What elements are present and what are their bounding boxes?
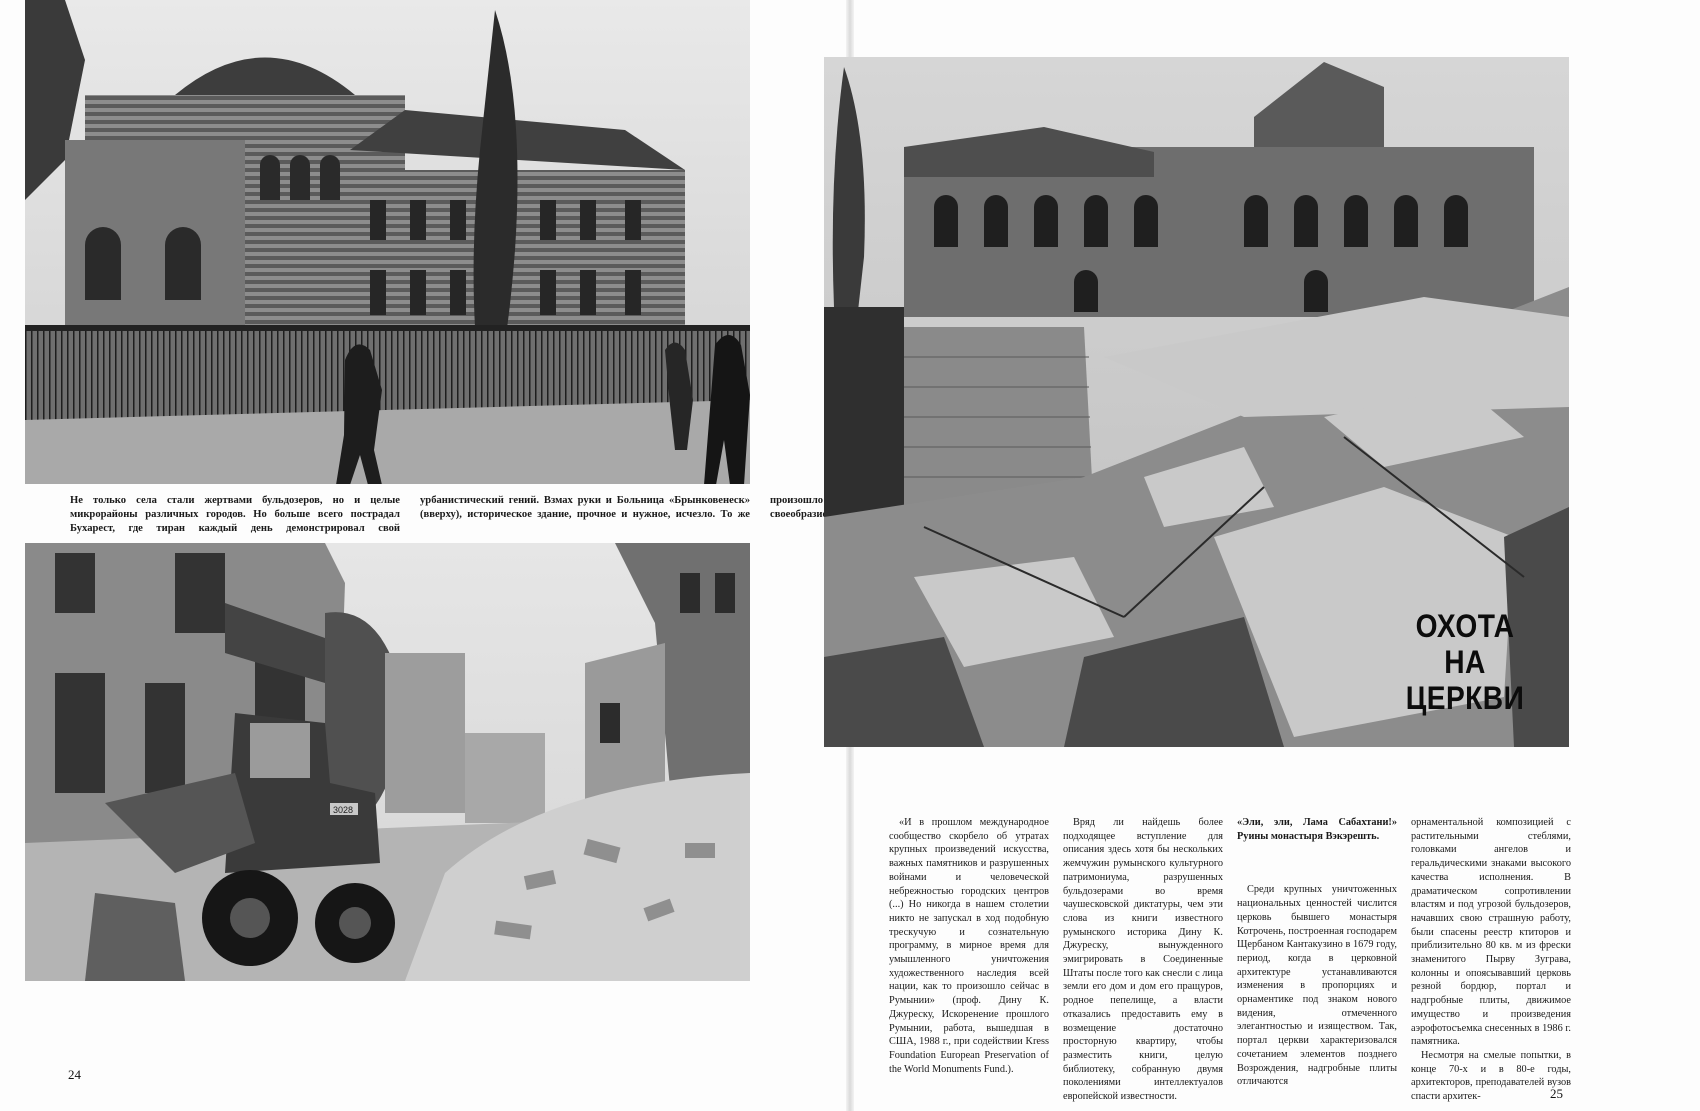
article-title-line2: НА ЦЕРКВИ <box>1405 644 1525 716</box>
article-title-line1: ОХОТА <box>1415 608 1515 644</box>
article-column-4-continuation: Несмотря на смелые попытки, в конце 70-х и в 80-е годы, архитекторов, преподавателей вузов спасти архитек- <box>1411 1049 1571 1103</box>
article-column-1 <box>889 816 1049 1076</box>
article-column-2-text: Вряд ли найдешь более подходящее вступление для описания здесь хотя бы нескольких жемчужин румынского культурного патримониума, разрушенных бульдозерами во время чаушесковской диктатуры, чем эти слова из книги известного румынского историка Дину К. Джуреску, вынужденного эмигрировать в Соединенные Штаты после того как снесли с лица земли его дом и дом его пращуров, родное пепелище, а власти отказались предоставить ему в возмещение достаточно просторную квартиру, чтобы разместить книги, целую библиотеку, собранную двумя поколениями интеллектуалов европейской известности. <box>1063 817 1223 1103</box>
article-column-1-text: «И в прошлом международное сообщество скорбело об утратах крупных произведений искусства, важных памятников и разрушенных войнами и человеческой небрежностью городских центров (...) Но никогда в нашем столетии никто не запускал в ход подобную трескучую и сознательную программу, в мирное время для умышленного уничтожения художественного наследия всей нации, как то произошло сейчас в Румынии» (проф. Дину К. Джуреску, Искоренение прошлого Румынии, работа, вышедшая в США, 1988 г., при содействии Kress Foundation European Preservation of the World Monuments Fund.). <box>889 817 1049 1075</box>
right-page-number: 25 <box>1550 1086 1563 1101</box>
article-column-3-text: Среди крупных уничтоженных национальных ценностей числится церковь бывшего монастыря Котрочень, построенная господарем Щербаном Кантакузино в 1679 году, период, когда в церковной архитектуре устанавливаются изменения в пропорциях и орнаментике под знаком нового видения, отмеченного элегантностью и изяществом. Так, портал церкви характеризовался сочетанием элементов позднего Возрождения, надгробные плиты отличаются <box>1237 884 1397 1088</box>
photo-hospital-building <box>25 0 750 484</box>
article-column-4 <box>1411 816 1571 1104</box>
article-column-2 <box>1063 816 1223 1104</box>
bulldozer-plate-text: 3028 <box>333 805 354 815</box>
photo-caption-ruins: «Эли, эли, Лама Сабахтани!» Руины монастыря Вэкэрешть. <box>1237 817 1397 842</box>
left-caption: Не только села стали жертвами бульдозеров, но и целые микрорайоны различных городов. Но больше всего пострадал Бухарест, где тиран каждый день демонстрировал свой урбанистический гений. Взмах руки и Больница «Брынковенеск» (вверху), историческое здание, прочное и нужное, исчезло. То же <box>70 495 750 534</box>
photo-street-bulldozer <box>25 543 750 981</box>
article-column-4-text: орнаментальной композицией с растительными стеблями, головками ангелов и геральдическими знаками высокого качества исполнения. В драматическом сопротивлении властям и под угрозой бульдозеров, начавших свою страшную работу, были спасены реестр ктиторов и приблизительно 80 кв. м из фрески знаменитого Пырву Зуграва, колонны и опоясывавший церковь резной бордюр, портал и надгробные плиты, движимое имущество и произведения аэрофотосъемка снесенных в 1986 г. памятника. <box>1411 817 1571 1048</box>
left-page-number: 24 <box>68 1067 81 1082</box>
article-column-3 <box>1237 816 1397 1089</box>
article-title <box>1403 608 1526 716</box>
